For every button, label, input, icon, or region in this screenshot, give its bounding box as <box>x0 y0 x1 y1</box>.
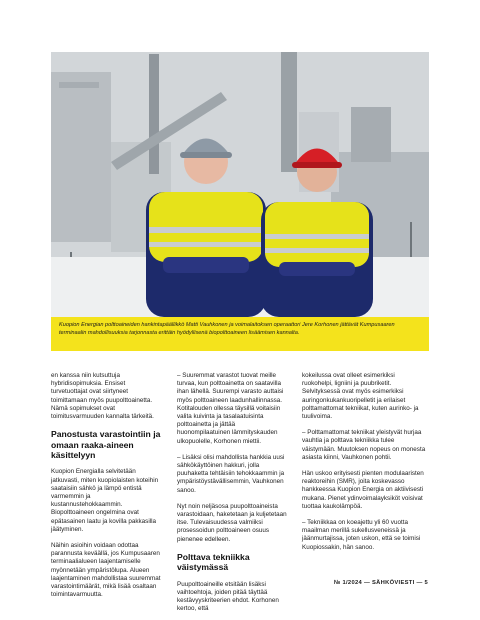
paragraph: Nyt noin neljäsosa puupolttoaineista varastoidaan, haketetaan ja kuljetetaan itse. Tulevaisuudessa valmiiksi prosessoidun polttoaineen osuus pienenee edelleen. <box>177 502 287 543</box>
photo-caption <box>51 317 429 351</box>
subheading: Polttava tekniikka väistymässä <box>177 551 250 573</box>
paragraph: – Tekniikkaa on koeajettu yli 60 vuotta maailman merillä sukellusveneissä ja jäänmurtajissa, joten uskon, että se toimisi Kuopiossakin, hän sanoo. <box>302 519 421 551</box>
caption-text: Kuopion Energian polttoaineiden hankintapäällikkö Matti Vauhkonen ja voimalaitoksen operaattori Jere Korhonen jättävät Kumpusaaren terminaalin mahdollisuuksia tarjonnasta erittäin hyödyllisenä biopolttoaineen lisäämisen kannalta. <box>59 322 395 336</box>
paragraph: Puupolttoaineille etsitään lisäksi vaihtoehtoja, joiden pitää täyttää kestävyyskriteerien ehdot. Korhonen kertoo, että <box>177 580 279 613</box>
photo-illustration <box>51 52 429 317</box>
paragraph: kokeilussa ovat olleet esimerkiksi ruokohelpi, ligniini ja puubriketit. Selvityksessä ovat myös esimerkiksi auringonkukankuoripelletit ja erilaiset polttamattomat tekniikat, kuten aurinko- ja tuulivoima. <box>302 372 419 421</box>
paragraph: – Suuremmat varastot tuovat meille turvaa, kun polttoainetta on saatavilla ihan lähellä. Suurempi varasto auttaisi myös polttoaineen laadunhallinnassa. Kotitalouden ollessa täysillä voitaisiin valita kuivinta ja tasalaatuisinta polttoainetta ja jättää huonompilaatuinen lämmityskauden ulkopuolelle, Korhonen miettii. <box>177 372 284 445</box>
page-footer: № 1/2024 — SÄHKÖVIESTI — 5 <box>333 580 428 586</box>
article-column-2 <box>177 372 289 620</box>
paragraph: – Lisäksi olisi mahdollista hankkia uusi sähkökäyttöinen hakkuri, jolla puuhaketta tehtäisiin tehokkaammin ja ympäristöystävällisemmin, Vauhkonen sanoo. <box>177 453 285 494</box>
paragraph: Näihin asioihin voidaan odottaa parannusta keväällä, jos Kumpusaaren terminaalialueen laajentamiselle myönnetään ympäristölupa. Alueen laajentaminen mahdollistaa suuremmat varastointimäärät, mikä lisää osaltaan toimintavarmuutta. <box>51 542 161 599</box>
paragraph: Kuopion Energialla selvitetään jatkuvasti, miten kuopiolaisten koteihin saataisiin sähkö ja lämpö entistä varmemmin ja kustannustehokkaammin. Biopolttoaineen ongelmina ovat epätasainen laatu ja kovilla pakkasilla jäätyminen. <box>51 468 159 533</box>
article-column-1 <box>51 372 163 607</box>
paragraph: en kanssa niin kutsuttuja hybridisopimuksia. Ensiset turvetuottajat ovat siirtyneet toimittamaan myös puupolttoainetta. Nämä sopimukset ovat toimitusvarmuuden kannalta tärkeitä. <box>51 372 154 421</box>
hero-photo <box>51 52 429 317</box>
paragraph: Hän uskoo erityisesti pienten modulaaristen reaktoreihin (SMR), joita koskevasso hankkeessa Kuopion Energia on aktiivisesti mukana. Pienet ydinvoimalayksiköt voisivat tuottaa kaukolämpöä. <box>302 470 424 510</box>
paragraph: – Polttamattomat tekniikat yleistyvät hurjaa vauhtia ja polttava tekniikka tulee väistymään. Muutoksen nopeus on monesta asiasta kiinni, Vauhkonen pohtii. <box>302 429 426 461</box>
article-column-3 <box>302 372 426 560</box>
subheading: Panostusta varastointiin ja omaan raaka-aineen käsittelyyn <box>51 429 161 461</box>
